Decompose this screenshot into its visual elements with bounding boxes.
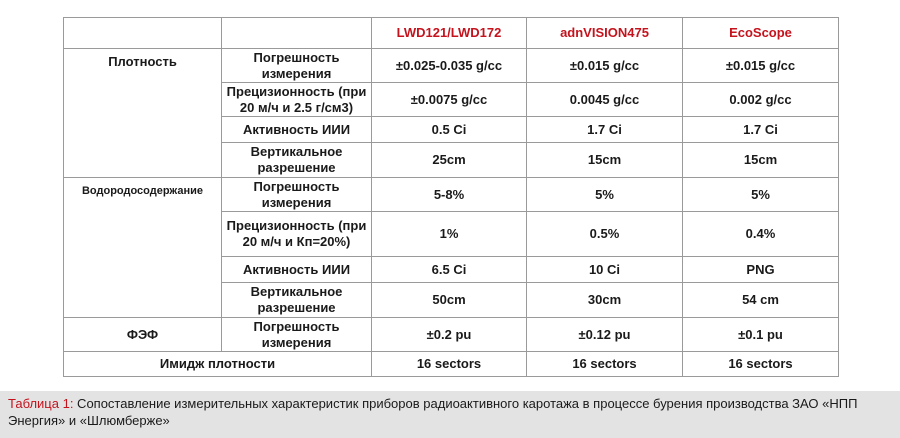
group-pef: ФЭФ [64,318,222,352]
value-cell: ±0.015 g/cc [683,49,839,83]
table-row [64,352,839,377]
value-cell: 16 sectors [683,352,839,377]
param-cell: Погрешность измерения [222,178,372,212]
value-cell: ±0.0075 g/cc [372,83,527,117]
value-cell: 50cm [372,283,527,318]
param-cell: Погрешность измерения [222,49,372,83]
value-cell: 15cm [683,143,839,178]
value-cell: 10 Ci [527,257,683,283]
header-blank-1 [64,18,222,49]
value-cell: 15cm [527,143,683,178]
param-cell: Вертикальное разрешение [222,143,372,178]
param-cell: Прецизионность (при 20 м/ч и Кп=20%) [222,212,372,257]
header-lwd121: LWD121/LWD172 [372,18,527,49]
param-cell: Активность ИИИ [222,117,372,143]
header-adnvision: adnVISION475 [527,18,683,49]
value-cell: 6.5 Ci [372,257,527,283]
value-cell: 0.4% [683,212,839,257]
group-density: Плотность [64,49,222,178]
table-row [64,318,839,352]
value-cell: 1% [372,212,527,257]
value-cell: ±0.1 pu [683,318,839,352]
value-cell: ±0.2 pu [372,318,527,352]
value-cell: ±0.12 pu [527,318,683,352]
param-cell: Вертикальное разрешение [222,283,372,318]
value-cell: 5-8% [372,178,527,212]
value-cell: 1.7 Ci [683,117,839,143]
table-row [64,49,839,83]
value-cell: 0.002 g/cc [683,83,839,117]
param-cell: Активность ИИИ [222,257,372,283]
value-cell: 0.0045 g/cc [527,83,683,117]
caption-label: Таблица 1: [8,396,74,411]
param-cell: Погрешность измерения [222,318,372,352]
value-cell: 30cm [527,283,683,318]
table-caption [0,391,900,438]
value-cell: 0.5 Ci [372,117,527,143]
value-cell: ±0.015 g/cc [527,49,683,83]
value-cell: 25cm [372,143,527,178]
group-image: Имидж плотности [64,352,372,377]
value-cell: 0.5% [527,212,683,257]
table-row [64,178,839,212]
caption-text: Сопоставление измерительных характеристик приборов радиоактивного каротажа в процессе бурения производства ЗАО «НПП Энергия» и «Шлюмберже» [8,396,858,428]
value-cell: 5% [683,178,839,212]
value-cell: 1.7 Ci [527,117,683,143]
group-hydrogen: Водородосодержание [64,178,222,318]
header-ecoscope: EcoScope [683,18,839,49]
param-cell: Прецизионность (при 20 м/ч и 2.5 г/см3) [222,83,372,117]
value-cell: PNG [683,257,839,283]
header-blank-2 [222,18,372,49]
comparison-table [63,17,839,377]
value-cell: 16 sectors [372,352,527,377]
value-cell: 5% [527,178,683,212]
header-row [64,18,839,49]
value-cell: 16 sectors [527,352,683,377]
value-cell: 54 cm [683,283,839,318]
value-cell: ±0.025-0.035 g/cc [372,49,527,83]
